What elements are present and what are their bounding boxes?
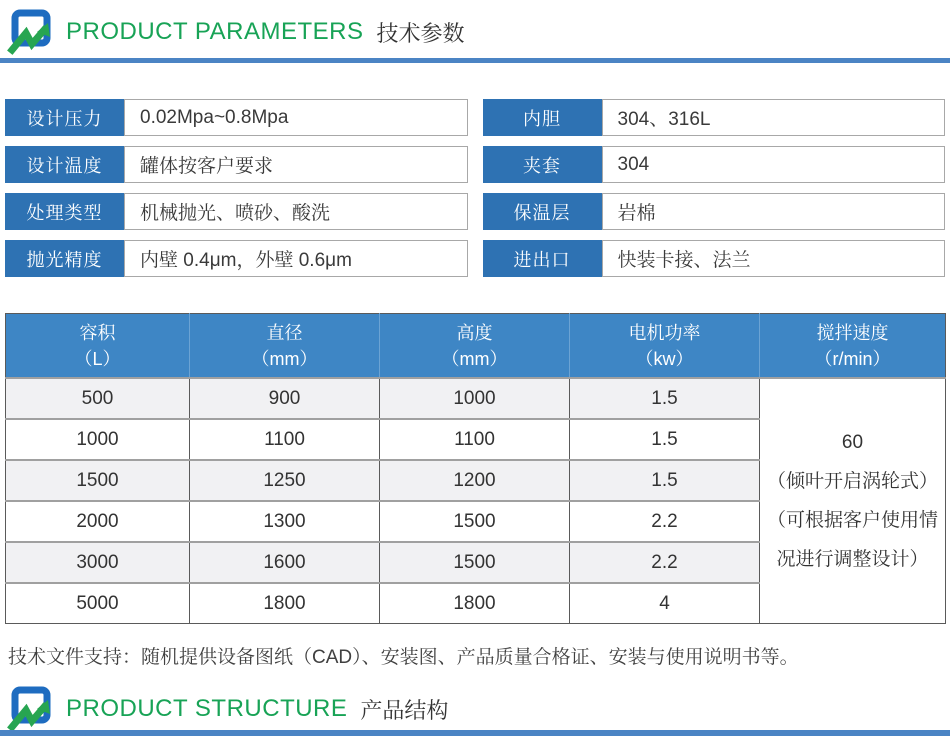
param-label: 抛光精度 (5, 240, 124, 277)
param-row (5, 240, 468, 277)
structure-section-header (0, 677, 950, 735)
param-value: 罐体按客户要求 (124, 146, 468, 183)
header-divider (0, 58, 950, 63)
param-value: 内壁 0.4μm，外壁 0.6μm (124, 240, 468, 277)
tech-support-note: 技术文件支持：随机提供设备图纸（CAD）、安装图、产品质量合格证、安装与使用说明书等。 (8, 647, 799, 668)
table-cell: 1500 (380, 542, 570, 583)
table-header-cell (570, 314, 760, 379)
param-row (483, 193, 946, 230)
parameters-grid (5, 99, 945, 287)
table-cell: 1000 (6, 419, 190, 460)
param-value: 快装卡接、法兰 (602, 240, 946, 277)
table-cell: 1100 (190, 419, 380, 460)
table-row (6, 378, 946, 419)
table-cell: 2000 (6, 501, 190, 542)
param-value: 0.02Mpa~0.8Mpa (124, 99, 468, 136)
param-label: 内胆 (483, 99, 602, 136)
parameters-right-column (483, 99, 946, 287)
param-row (483, 240, 946, 277)
header-name: 容积 (79, 322, 116, 343)
table-cell: 1000 (380, 378, 570, 419)
param-value: 岩棉 (602, 193, 946, 230)
param-label: 保温层 (483, 193, 602, 230)
param-value: 304 (602, 146, 946, 183)
section-title-zh: 技术参数 (376, 20, 465, 46)
parameters-section-header (0, 0, 950, 58)
header-unit: （kw） (635, 348, 694, 369)
header-name: 电机功率 (628, 322, 701, 343)
table-cell: 1600 (190, 542, 380, 583)
speed-value: 60 (841, 432, 864, 453)
param-row (5, 146, 468, 183)
table-header-cell (6, 314, 190, 379)
param-label: 处理类型 (5, 193, 124, 230)
section-title-zh: 产品结构 (360, 697, 449, 723)
table-cell: 1300 (190, 501, 380, 542)
header-name: 直径 (266, 322, 303, 343)
table-cell: 1500 (380, 501, 570, 542)
header-name: 搅拌速度 (816, 322, 889, 343)
table-cell: 1.5 (570, 378, 760, 419)
param-row (5, 193, 468, 230)
spec-table (5, 313, 946, 624)
param-row (483, 146, 946, 183)
table-cell: 1200 (380, 460, 570, 501)
param-label: 夹套 (483, 146, 602, 183)
param-row (483, 99, 946, 136)
table-cell: 2.2 (570, 542, 760, 583)
parameters-left-column (5, 99, 468, 287)
table-cell: 500 (6, 378, 190, 419)
table-header-row (6, 314, 946, 379)
table-cell: 1.5 (570, 460, 760, 501)
merged-speed-cell (760, 378, 946, 624)
speed-note-2: （可根据客户使用情况进行调整设计） (766, 510, 938, 570)
table-cell: 1250 (190, 460, 380, 501)
header-unit: （L） (74, 348, 121, 369)
table-cell: 1.5 (570, 419, 760, 460)
header-unit: （mm） (251, 348, 318, 369)
brand-logo-icon (7, 9, 53, 55)
param-label: 设计压力 (5, 99, 124, 136)
param-row (5, 99, 468, 136)
param-value: 304、316L (602, 99, 946, 136)
table-header-cell (380, 314, 570, 379)
section-title-en: PRODUCT PARAMETERS (66, 18, 364, 45)
table-cell: 1500 (6, 460, 190, 501)
table-cell: 2.2 (570, 501, 760, 542)
param-value: 机械抛光、喷砂、酸洗 (124, 193, 468, 230)
table-header-cell (190, 314, 380, 379)
table-cell: 1800 (380, 583, 570, 624)
speed-cell-content (766, 423, 940, 579)
table-cell: 900 (190, 378, 380, 419)
header-unit: （r/min） (814, 348, 891, 369)
table-cell: 3000 (6, 542, 190, 583)
section-title-en: PRODUCT STRUCTURE (66, 695, 348, 722)
param-label: 进出口 (483, 240, 602, 277)
table-cell: 1100 (380, 419, 570, 460)
speed-note-1: （倾叶开启涡轮式） (766, 471, 938, 492)
table-cell: 1800 (190, 583, 380, 624)
header-unit: （mm） (441, 348, 508, 369)
param-label: 设计温度 (5, 146, 124, 183)
bottom-divider (0, 730, 950, 736)
table-cell: 5000 (6, 583, 190, 624)
table-cell: 4 (570, 583, 760, 624)
header-name: 高度 (456, 322, 493, 343)
table-header-cell (760, 314, 946, 379)
structure-section (0, 677, 950, 735)
brand-logo-icon (7, 686, 53, 732)
